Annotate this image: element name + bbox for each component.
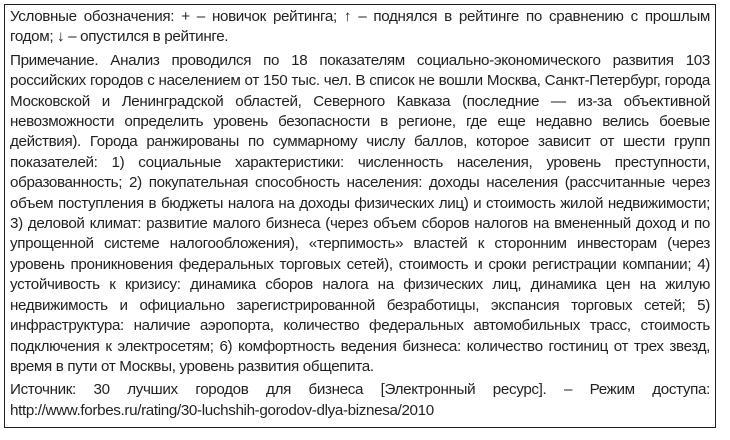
source-paragraph: Источник: 30 лучших городов для бизнеса [Электронный ресурс]. – Режим доступа: http://www.forbes.ru/rating/30-luchshih-gorodov-dlya-biznesa/2010 [10, 381, 710, 419]
notes-box [4, 4, 716, 428]
legend-paragraph: Условные обозначения: + – новичок рейтинга; ↑ – поднялся в рейтинге по сравнению с прошлым годом; ↓ – опустился в рейтинге. [10, 8, 710, 46]
note-paragraph: Примечание. Анализ проводился по 18 показателям социально-экономического развития 103 российских городов с населением от 150 тыс. чел. В список не вошли Москва, Санкт-Петербург, города Московской и Ленинградской областей, Северного Кавказа (последние — из-за объективной невозможности определить уровень безопасности в регионе, где еще недавно велись боевые действия). Города ранжированы по суммарному числу баллов, которое зависит от шести групп показателей: 1) социальные характеристики: численность населения, уровень преступности, образованность; 2) покупательная способность населения: доходы населения (рассчитанные через объем поступления в бюджеты налога на доходы физических лиц) и стоимость жилой недвижимости; 3) деловой климат: развитие малого бизнеса (через объем сборов налогов на вмененный доход и по упрощенной системе налогообложения), «терпимость» властей к сторонним инвесторам (через уровень проникновения федеральных торговых сетей), стоимость и сроки регистрации компании; 4) устойчивость к кризису: динамика сборов налога на физических лиц, динамика цен на жилую недвижимость и официально зарегистрированной безработицы, экспансия торговых сетей; 5) инфраструктура: наличие аэропорта, количество федеральных автомобильных трасс, стоимость подключения к электросетям; 6) комфортность ведения бизнеса: количество гостиниц от трех звезд, время в пути от Москвы, уровень развития общепита. [10, 51, 710, 375]
